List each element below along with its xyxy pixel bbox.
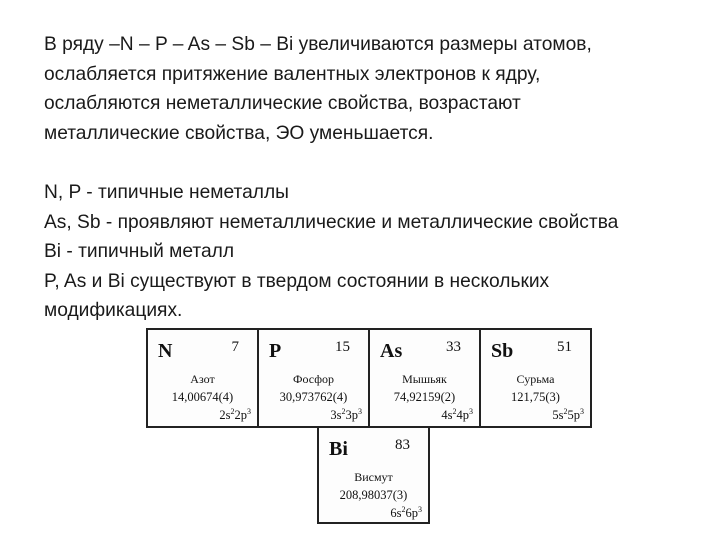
element-name: Фосфор	[292, 372, 335, 386]
list-line: P, As и Bi существуют в твердом состоянии в нескольких	[44, 270, 550, 292]
element-config: $2s^22p^3$	[219, 407, 251, 423]
element-number: 7	[231, 339, 239, 355]
element-config: $3s^23p^3$	[330, 407, 362, 423]
element-mass: 121,75(3)	[511, 390, 560, 404]
element-symbol: Sb	[491, 340, 514, 362]
list-line: Bi - типичный металл	[44, 241, 235, 262]
paragraph-line: В ряду –N – P – As – Sb – Bi увеличиваются размеры атомов,	[44, 34, 592, 55]
element-cell-as	[368, 328, 481, 428]
element-cell-bi	[317, 426, 430, 524]
element-mass: 74,92159(2)	[393, 390, 456, 404]
element-number: 51	[557, 339, 572, 355]
paragraph-line: металлические свойства, ЭО уменьшается.	[44, 122, 434, 144]
element-mass: 208,98037(3)	[339, 488, 408, 502]
element-symbol: Bi	[329, 438, 348, 460]
list-line: N, P - типичные неметаллы	[44, 182, 289, 203]
element-name: Сурьма	[516, 372, 555, 386]
element-number: 83	[395, 437, 410, 453]
element-config: $6s^26p^3$	[390, 505, 422, 521]
element-symbol: P	[269, 340, 282, 362]
element-number: 33	[446, 339, 461, 355]
paragraph-line: ослабляются неметаллические свойства, возрастают	[44, 93, 521, 114]
element-mass: 30,973762(4)	[279, 390, 348, 404]
element-name: Мышьяк	[402, 372, 447, 386]
paragraph-line: ослабляется притяжение валентных электронов к ядру,	[44, 63, 541, 85]
element-cell-n	[146, 328, 259, 428]
element-number: 15	[335, 339, 350, 355]
element-symbol: As	[380, 340, 403, 362]
element-symbol: N	[158, 340, 173, 362]
element-cell-p	[257, 328, 370, 428]
list-line: As, Sb - проявляют неметаллические и металлические свойства	[44, 211, 619, 233]
periodic-table-excerpt	[146, 328, 594, 524]
element-config: $5s^25p^3$	[552, 407, 584, 423]
element-name: Висмут	[354, 470, 393, 484]
spacer	[44, 148, 704, 178]
slide-text	[44, 30, 704, 326]
element-name: Азот	[190, 372, 215, 386]
element-config: $4s^24p^3$	[441, 407, 473, 423]
element-cell-sb	[479, 328, 592, 428]
list-line: модификациях.	[44, 300, 183, 321]
element-mass: 14,00674(4)	[171, 390, 234, 404]
